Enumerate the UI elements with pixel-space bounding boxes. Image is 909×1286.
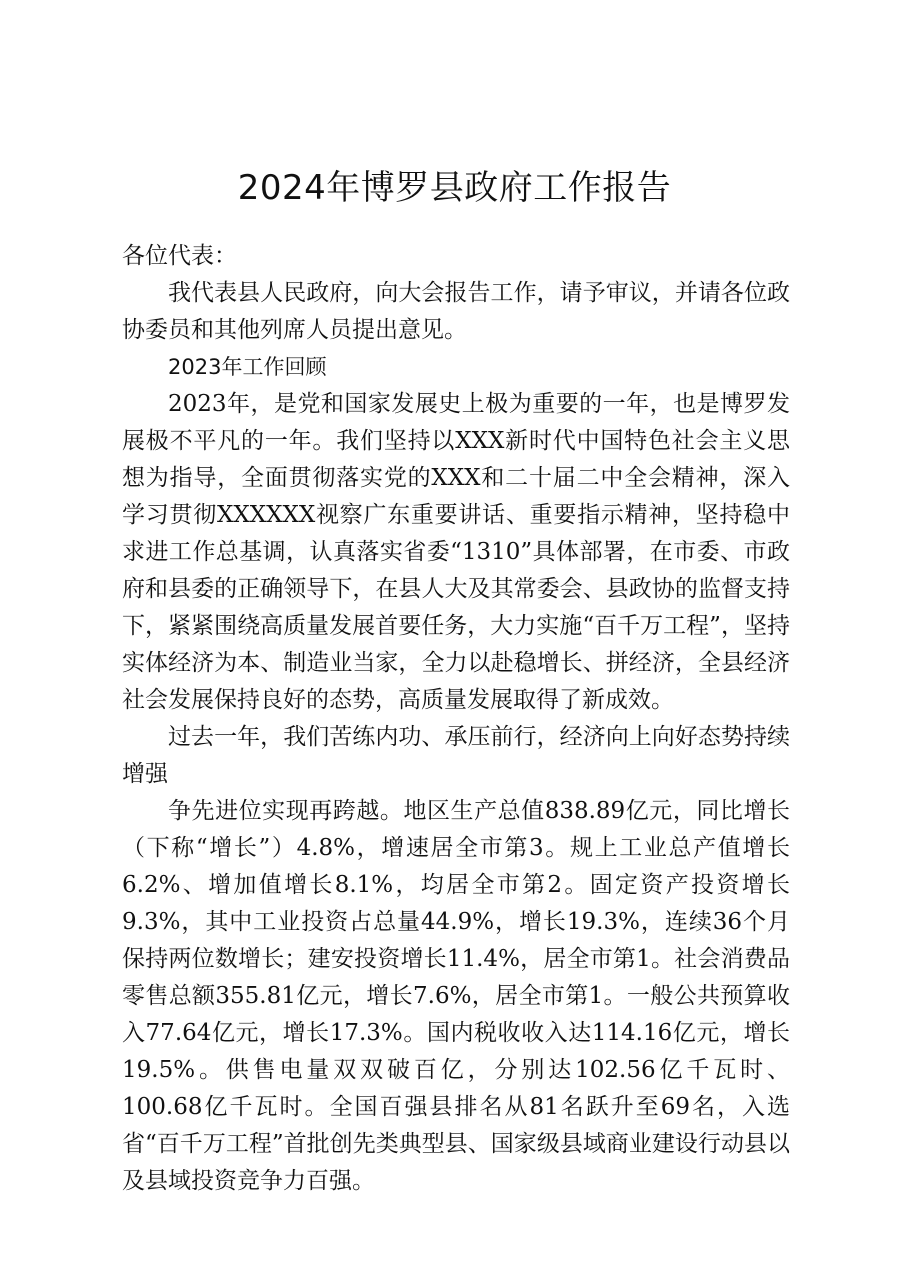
paragraph-economy: 争先进位实现再跨越。地区生产总值838.89亿元，同比增长（下称“增长”）4.8%，增速居全市第3。规上工业总产值增长6.2%、增加值增长8.1%，均居全市第2。固定资产投资增长9.3%，其中工业投资占总量44.9%，增长19.3%，连续36个月保持两位数增长；建安投资增长11.4%，居全市第1。社会消费品零售总额355.81亿元，增长7.6%，居全市第1。一般公共预算收入77.64亿元，增长17.3%。国内税收收入达114.16亿元，增长19.5%。供售电量双双破百亿，分别达102.56亿千瓦时、100.68亿千瓦时。全国百强县排名从81名跃升至69名，入选省“百千万工程”首批创先类典型县、国家级县域商业建设行动县以及县域投资竞争力百强。 — [122, 798, 790, 1194]
paragraph-opening: 我代表县人民政府，向大会报告工作，请予审议，并请各位政协委员和其他列席人员提出意见。 — [122, 280, 790, 343]
section-heading: 2023年工作回顾 — [168, 355, 327, 379]
paragraph-summary: 过去一年，我们苦练内功、承压前行，经济向上向好态势持续增强 — [122, 724, 790, 787]
document-body — [122, 238, 790, 1200]
paragraph-overview: 2023年，是党和国家发展史上极为重要的一年，也是博罗发展极不平凡的一年。我们坚持以XXX新时代中国特色社会主义思想为指导，全面贯彻落实党的XXX和二十届二中全会精神，深入学习贯彻XXXXXX视察广东重要讲话、重要指示精神，坚持稳中求进工作总基调，认真落实省委“1310”具体部署，在市委、市政府和县委的正确领导下，在县人大及其常委会、县政协的监督支持下，紧紧围绕高质量发展首要任务，大力实施“百千万工程”，坚持实体经济为本、制造业当家，全力以赴稳增长、拼经济，全县经济社会发展保持良好的态势，高质量发展取得了新成效。 — [122, 391, 790, 713]
document-title: 2024年博罗县政府工作报告 — [237, 168, 672, 208]
salutation: 各位代表： — [122, 243, 237, 269]
